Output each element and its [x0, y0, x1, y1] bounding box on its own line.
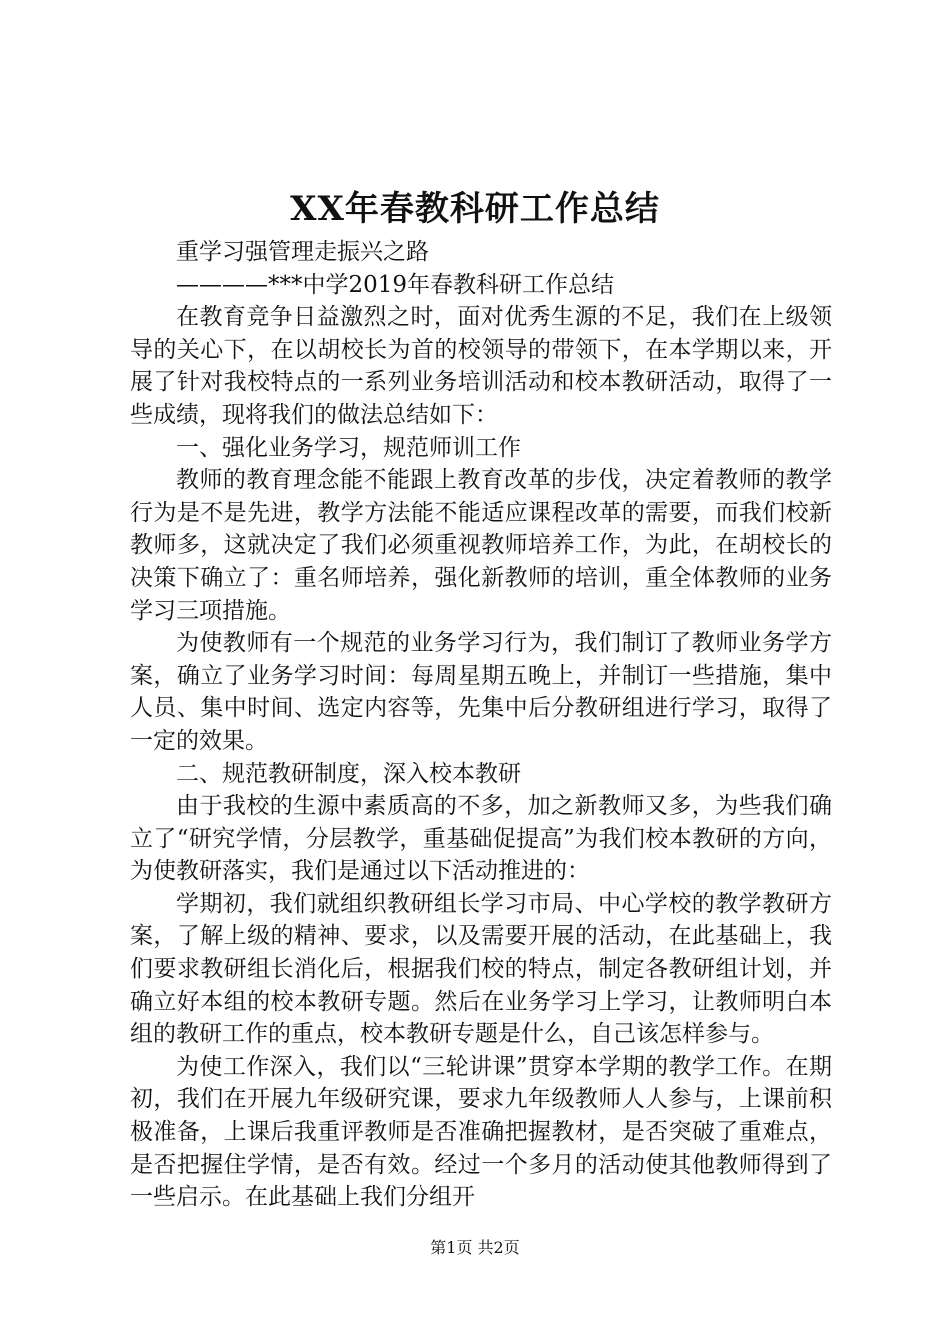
paragraph: 为使教师有一个规范的业务学习行为，我们制订了教师业务学方案，确立了业务学习时间：每周星期五晚上，并制订一些措施，集中人员、集中时间、选定内容等，先集中后分教研组进行学习，取得了一定的效果。	[130, 630, 832, 754]
paragraph: 学期初，我们就组织教研组长学习市局、中心学校的教学教研方案，了解上级的精神、要求，以及需要开展的活动，在此基础上，我们要求教研组长消化后，根据我们校的特点，制定各教研组计划，并确立好本组的校本教研专题。然后在业务学习上学习，让教师明白本组的教研工作的重点，校本教研专题是什么，自己该怎样参与。	[130, 890, 832, 1048]
paragraph: 教师的教育理念能不能跟上教育改革的步伐，决定着教师的教学行为是不是先进，教学方法能不能适应课程改革的需要，而我们校新教师多，这就决定了我们必须重视教师培养工作，为此，在胡校长的决策下确立了：重名师培养，强化新教师的培训，重全体教师的业务学习三项措施。	[130, 467, 832, 624]
paragraph: 为使工作深入，我们以“三轮讲课”贯穿本学期的教学工作。在期初，我们在开展九年级研究课，要求九年级教师人人参与，上课前积极准备，上课后我重评教师是否准确把握教材，是否突破了重难点，是否把握住学情，是否有效。经过一个多月的活动使其他教师得到了一些启示。在此基础上我们分组开	[130, 1053, 832, 1211]
subtitle: 重学习强管理走振兴之路	[176, 239, 429, 265]
paragraph-intro: 在教育竞争日益激烈之时，面对优秀生源的不足，我们在上级领导的关心下，在以胡校长为首的校领导的带领下，在本学期以来，开展了针对我校特点的一系列业务培训活动和校本教研活动，取得了一些成绩，现将我们的做法总结如下：	[130, 304, 832, 428]
subtitle-source: ————***中学2019年春教科研工作总结	[176, 271, 615, 298]
document-title: XX年春教科研工作总结	[290, 189, 660, 229]
section-heading-2: 二、规范教研制度，深入校本教研	[176, 760, 521, 787]
page-footer: 第1页 共2页	[430, 1238, 520, 1257]
document-body	[130, 236, 832, 1214]
paragraph: 由于我校的生源中素质高的不多，加之新教师又多，为些我们确立了“研究学情，分层教学，重基础促提高”为我们校本教研的方向，为使教研落实，我们是通过以下活动推进的：	[130, 793, 832, 885]
section-heading-1: 一、强化业务学习，规范师训工作	[176, 434, 521, 461]
